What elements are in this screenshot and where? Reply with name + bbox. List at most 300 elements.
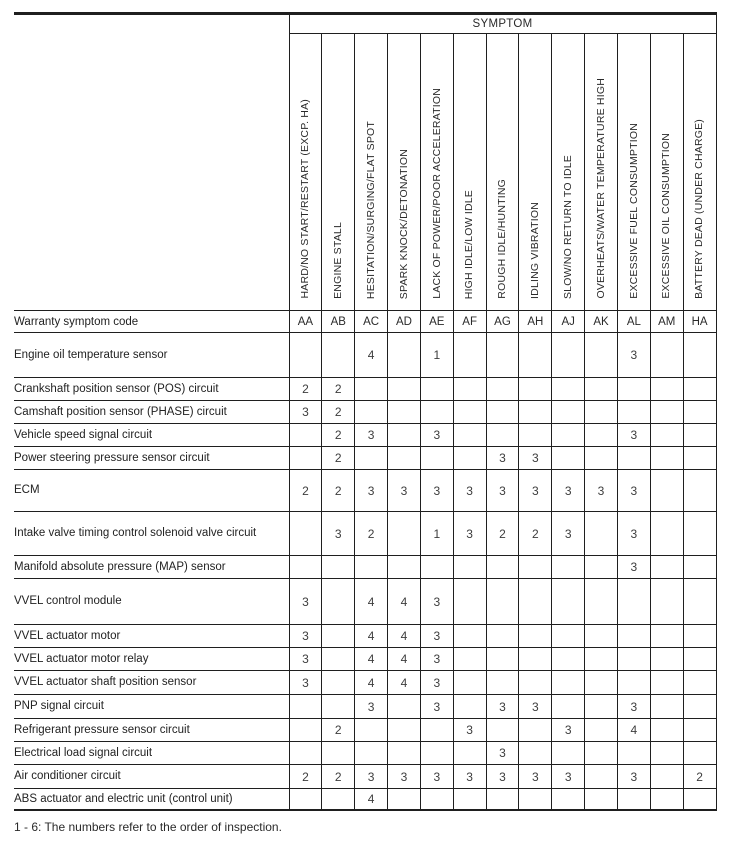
- value-cell-AH: [519, 378, 552, 401]
- table-row: [14, 333, 716, 378]
- value-cell-AK: [585, 765, 618, 789]
- column-header-label: OVERHEATS/WATER TEMPERATURE HIGH: [594, 78, 607, 299]
- value-cell-AL: [617, 648, 650, 671]
- value-cell-AD: [388, 789, 421, 810]
- value-cell-AJ: [552, 447, 585, 470]
- value-cell-AJ: [552, 424, 585, 447]
- value-cell-AG: [486, 378, 519, 401]
- value-cell-AA: 3: [289, 625, 322, 648]
- value-cell-AA: 3: [289, 671, 322, 695]
- value-cell-AF: [453, 333, 486, 378]
- row-label: ABS actuator and electric unit (control unit): [14, 789, 289, 810]
- value-cell-AA: [289, 719, 322, 742]
- value-cell-AF: [453, 648, 486, 671]
- value-cell-AK: [585, 695, 618, 719]
- value-cell-AG: [486, 719, 519, 742]
- value-cell-AD: 4: [388, 625, 421, 648]
- value-cell-AK: [585, 579, 618, 625]
- value-cell-AF: [453, 671, 486, 695]
- warranty-code-AM: AM: [650, 311, 683, 333]
- value-cell-AF: [453, 424, 486, 447]
- value-cell-AK: [585, 556, 618, 579]
- value-cell-AH: 3: [519, 470, 552, 512]
- value-cell-AB: [322, 695, 355, 719]
- value-cell-AL: [617, 378, 650, 401]
- value-cell-AG: [486, 333, 519, 378]
- value-cell-AH: [519, 401, 552, 424]
- value-cell-AB: 2: [322, 378, 355, 401]
- value-cell-AE: 3: [420, 695, 453, 719]
- value-cell-AK: [585, 512, 618, 556]
- value-cell-AF: 3: [453, 512, 486, 556]
- warranty-code-AA: AA: [289, 311, 322, 333]
- value-cell-AF: [453, 447, 486, 470]
- column-header-label: IDLING VIBRATION: [529, 202, 542, 299]
- warranty-code-AF: AF: [453, 311, 486, 333]
- value-cell-AE: [420, 789, 453, 810]
- value-cell-AD: [388, 742, 421, 765]
- column-header-AJ: [552, 34, 585, 311]
- value-cell-AJ: [552, 789, 585, 810]
- value-cell-AM: [650, 695, 683, 719]
- warranty-code-HA: HA: [683, 311, 716, 333]
- value-cell-AF: [453, 742, 486, 765]
- value-cell-AK: [585, 671, 618, 695]
- row-label: Electrical load signal circuit: [14, 742, 289, 765]
- value-cell-AB: [322, 742, 355, 765]
- value-cell-HA: [683, 424, 716, 447]
- value-cell-AF: [453, 695, 486, 719]
- table-row: [14, 447, 716, 470]
- value-cell-AC: 3: [355, 424, 388, 447]
- value-cell-AF: 3: [453, 470, 486, 512]
- value-cell-AG: [486, 625, 519, 648]
- table-row: [14, 625, 716, 648]
- symptom-diagnosis-table: [14, 12, 717, 811]
- value-cell-AA: [289, 333, 322, 378]
- value-cell-AK: 3: [585, 470, 618, 512]
- value-cell-AA: 2: [289, 378, 322, 401]
- value-cell-AE: 3: [420, 648, 453, 671]
- value-cell-AC: 3: [355, 695, 388, 719]
- warranty-code-AC: AC: [355, 311, 388, 333]
- value-cell-AK: [585, 401, 618, 424]
- column-header-AM: [650, 34, 683, 311]
- value-cell-AM: [650, 447, 683, 470]
- value-cell-AA: [289, 789, 322, 810]
- warranty-code-AK: AK: [585, 311, 618, 333]
- value-cell-AB: 2: [322, 401, 355, 424]
- value-cell-AM: [650, 625, 683, 648]
- table-row: [14, 424, 716, 447]
- value-cell-HA: [683, 579, 716, 625]
- value-cell-AJ: [552, 333, 585, 378]
- value-cell-HA: [683, 625, 716, 648]
- value-cell-AC: [355, 447, 388, 470]
- value-cell-HA: [683, 512, 716, 556]
- row-label: Air conditioner circuit: [14, 765, 289, 789]
- value-cell-AE: 1: [420, 333, 453, 378]
- value-cell-AC: 4: [355, 648, 388, 671]
- value-cell-AB: [322, 789, 355, 810]
- value-cell-HA: [683, 789, 716, 810]
- value-cell-AF: [453, 401, 486, 424]
- table-row: [14, 648, 716, 671]
- row-label: ECM: [14, 470, 289, 512]
- table-row: [14, 470, 716, 512]
- value-cell-AD: 3: [388, 470, 421, 512]
- value-cell-HA: 2: [683, 765, 716, 789]
- value-cell-AH: [519, 742, 552, 765]
- warranty-code-AL: AL: [617, 311, 650, 333]
- value-cell-AH: 3: [519, 695, 552, 719]
- value-cell-AD: [388, 556, 421, 579]
- table-row: [14, 401, 716, 424]
- value-cell-AD: [388, 719, 421, 742]
- value-cell-AH: [519, 671, 552, 695]
- value-cell-AH: 3: [519, 447, 552, 470]
- value-cell-AJ: [552, 695, 585, 719]
- column-header-HA: [683, 34, 716, 311]
- value-cell-AG: 3: [486, 765, 519, 789]
- value-cell-AL: [617, 447, 650, 470]
- value-cell-AJ: 3: [552, 719, 585, 742]
- value-cell-AJ: 3: [552, 765, 585, 789]
- footnote: 1 - 6: The numbers refer to the order of inspection.: [14, 819, 282, 834]
- value-cell-AH: [519, 625, 552, 648]
- value-cell-AA: [289, 556, 322, 579]
- value-cell-AE: 3: [420, 579, 453, 625]
- value-cell-AG: [486, 671, 519, 695]
- value-cell-AJ: [552, 625, 585, 648]
- column-header-label: ROUGH IDLE/HUNTING: [496, 179, 509, 299]
- value-cell-AA: 2: [289, 765, 322, 789]
- table-row: [14, 789, 716, 810]
- value-cell-AL: [617, 789, 650, 810]
- column-header-AD: [388, 34, 421, 311]
- value-cell-AD: 4: [388, 671, 421, 695]
- value-cell-AA: 3: [289, 648, 322, 671]
- value-cell-AJ: 3: [552, 512, 585, 556]
- row-label: VVEL actuator motor: [14, 625, 289, 648]
- value-cell-HA: [683, 556, 716, 579]
- value-cell-AL: 3: [617, 556, 650, 579]
- value-cell-AF: [453, 378, 486, 401]
- value-cell-HA: [683, 671, 716, 695]
- warranty-code-row: [14, 311, 716, 333]
- value-cell-AM: [650, 742, 683, 765]
- column-header-label: BATTERY DEAD (UNDER CHARGE): [693, 119, 706, 299]
- value-cell-AL: 3: [617, 333, 650, 378]
- value-cell-AD: [388, 695, 421, 719]
- value-cell-AE: [420, 742, 453, 765]
- value-cell-AE: 1: [420, 512, 453, 556]
- value-cell-AL: 3: [617, 470, 650, 512]
- value-cell-AH: 3: [519, 765, 552, 789]
- column-header-label: ENGINE STALL: [332, 222, 345, 299]
- value-cell-HA: [683, 470, 716, 512]
- value-cell-AD: [388, 333, 421, 378]
- value-cell-AA: [289, 424, 322, 447]
- table-row: [14, 742, 716, 765]
- value-cell-HA: [683, 648, 716, 671]
- value-cell-AM: [650, 424, 683, 447]
- value-cell-AL: 3: [617, 765, 650, 789]
- value-cell-AA: [289, 695, 322, 719]
- symptom-header: SYMPTOM: [289, 14, 716, 34]
- corner-cell: [14, 14, 289, 311]
- row-label: Camshaft position sensor (PHASE) circuit: [14, 401, 289, 424]
- value-cell-AK: [585, 648, 618, 671]
- value-cell-AG: [486, 579, 519, 625]
- value-cell-AG: [486, 648, 519, 671]
- value-cell-AG: [486, 789, 519, 810]
- value-cell-AC: 4: [355, 625, 388, 648]
- warranty-code-AB: AB: [322, 311, 355, 333]
- value-cell-AB: [322, 579, 355, 625]
- table-row: [14, 512, 716, 556]
- value-cell-AJ: [552, 648, 585, 671]
- row-label: Vehicle speed signal circuit: [14, 424, 289, 447]
- warranty-code-AJ: AJ: [552, 311, 585, 333]
- value-cell-AG: 3: [486, 470, 519, 512]
- warranty-code-AE: AE: [420, 311, 453, 333]
- column-header-label: HARD/NO START/RESTART (EXCP. HA): [299, 99, 312, 299]
- row-label: Engine oil temperature sensor: [14, 333, 289, 378]
- value-cell-AA: [289, 742, 322, 765]
- column-header-label: SPARK KNOCK/DETONATION: [397, 148, 410, 299]
- value-cell-AH: [519, 719, 552, 742]
- column-header-label: HESITATION/SURGING/FLAT SPOT: [364, 120, 377, 299]
- value-cell-AJ: [552, 742, 585, 765]
- value-cell-AA: 3: [289, 579, 322, 625]
- value-cell-AK: [585, 789, 618, 810]
- table-row: [14, 579, 716, 625]
- column-header-AB: [322, 34, 355, 311]
- column-header-AH: [519, 34, 552, 311]
- value-cell-AH: [519, 789, 552, 810]
- warranty-code-AD: AD: [388, 311, 421, 333]
- column-header-label: EXCESSIVE OIL CONSUMPTION: [660, 133, 673, 299]
- row-label: Refrigerant pressure sensor circuit: [14, 719, 289, 742]
- value-cell-HA: [683, 401, 716, 424]
- column-header-AK: [585, 34, 618, 311]
- value-cell-AH: [519, 579, 552, 625]
- column-header-AG: [486, 34, 519, 311]
- value-cell-AM: [650, 579, 683, 625]
- value-cell-AE: [420, 556, 453, 579]
- value-cell-AL: 3: [617, 424, 650, 447]
- value-cell-AG: 3: [486, 695, 519, 719]
- value-cell-AE: [420, 401, 453, 424]
- value-cell-AL: 3: [617, 512, 650, 556]
- value-cell-AC: [355, 742, 388, 765]
- symptom-header-row: [14, 14, 716, 34]
- value-cell-AK: [585, 719, 618, 742]
- value-cell-AD: 4: [388, 648, 421, 671]
- value-cell-AK: [585, 424, 618, 447]
- value-cell-AM: [650, 470, 683, 512]
- warranty-code-AG: AG: [486, 311, 519, 333]
- value-cell-AG: 3: [486, 447, 519, 470]
- value-cell-AC: 4: [355, 579, 388, 625]
- value-cell-AK: [585, 447, 618, 470]
- value-cell-AF: 3: [453, 719, 486, 742]
- value-cell-AC: [355, 556, 388, 579]
- row-label: Power steering pressure sensor circuit: [14, 447, 289, 470]
- value-cell-AL: [617, 742, 650, 765]
- value-cell-AA: [289, 447, 322, 470]
- column-header-AC: [355, 34, 388, 311]
- value-cell-AC: 3: [355, 765, 388, 789]
- column-header-AE: [420, 34, 453, 311]
- row-label: PNP signal circuit: [14, 695, 289, 719]
- value-cell-AL: [617, 579, 650, 625]
- value-cell-AL: [617, 625, 650, 648]
- value-cell-AC: 4: [355, 333, 388, 378]
- value-cell-AK: [585, 333, 618, 378]
- value-cell-AM: [650, 765, 683, 789]
- value-cell-AE: 3: [420, 671, 453, 695]
- value-cell-AB: [322, 556, 355, 579]
- value-cell-AE: [420, 447, 453, 470]
- table-row: [14, 378, 716, 401]
- value-cell-AC: 2: [355, 512, 388, 556]
- value-cell-AC: [355, 401, 388, 424]
- table-row: [14, 695, 716, 719]
- value-cell-AH: 2: [519, 512, 552, 556]
- warranty-code-row-label: Warranty symptom code: [14, 311, 289, 333]
- value-cell-AB: 2: [322, 470, 355, 512]
- value-cell-AM: [650, 512, 683, 556]
- value-cell-AG: 2: [486, 512, 519, 556]
- value-cell-HA: [683, 333, 716, 378]
- value-cell-AB: [322, 671, 355, 695]
- column-header-AL: [617, 34, 650, 311]
- value-cell-AD: [388, 378, 421, 401]
- value-cell-AJ: [552, 579, 585, 625]
- value-cell-AG: [486, 401, 519, 424]
- value-cell-AL: 3: [617, 695, 650, 719]
- value-cell-AC: [355, 719, 388, 742]
- value-cell-AG: 3: [486, 742, 519, 765]
- value-cell-HA: [683, 719, 716, 742]
- value-cell-AD: [388, 401, 421, 424]
- column-header-label: LACK OF POWER/POOR ACCELERATION: [430, 88, 443, 299]
- value-cell-AM: [650, 789, 683, 810]
- value-cell-AB: [322, 625, 355, 648]
- row-label: Manifold absolute pressure (MAP) sensor: [14, 556, 289, 579]
- value-cell-AF: [453, 625, 486, 648]
- value-cell-AC: [355, 378, 388, 401]
- value-cell-AJ: [552, 401, 585, 424]
- row-label: Intake valve timing control solenoid valve circuit: [14, 512, 289, 556]
- row-label: VVEL actuator shaft position sensor: [14, 671, 289, 695]
- value-cell-AB: 2: [322, 424, 355, 447]
- value-cell-AJ: [552, 556, 585, 579]
- table-row: [14, 765, 716, 789]
- value-cell-AM: [650, 556, 683, 579]
- value-cell-AA: 3: [289, 401, 322, 424]
- value-cell-AB: 2: [322, 765, 355, 789]
- value-cell-HA: [683, 695, 716, 719]
- row-label: VVEL actuator motor relay: [14, 648, 289, 671]
- value-cell-AG: [486, 424, 519, 447]
- value-cell-AF: [453, 556, 486, 579]
- table-row: [14, 719, 716, 742]
- value-cell-AD: [388, 447, 421, 470]
- value-cell-AK: [585, 625, 618, 648]
- value-cell-AM: [650, 719, 683, 742]
- column-header-AA: [289, 34, 322, 311]
- value-cell-AB: 2: [322, 447, 355, 470]
- value-cell-AF: 3: [453, 765, 486, 789]
- value-cell-AB: [322, 648, 355, 671]
- value-cell-AD: 3: [388, 765, 421, 789]
- value-cell-AE: [420, 719, 453, 742]
- value-cell-AE: 3: [420, 470, 453, 512]
- column-header-label: HIGH IDLE/LOW IDLE: [463, 189, 476, 299]
- value-cell-AM: [650, 671, 683, 695]
- value-cell-AB: [322, 333, 355, 378]
- value-cell-HA: [683, 378, 716, 401]
- value-cell-AK: [585, 378, 618, 401]
- value-cell-HA: [683, 447, 716, 470]
- value-cell-AL: [617, 401, 650, 424]
- value-cell-AG: [486, 556, 519, 579]
- value-cell-AB: 2: [322, 719, 355, 742]
- value-cell-AE: 3: [420, 765, 453, 789]
- table-row: [14, 556, 716, 579]
- row-label: VVEL control module: [14, 579, 289, 625]
- column-header-label: SLOW/NO RETURN TO IDLE: [561, 154, 574, 299]
- value-cell-AD: 4: [388, 579, 421, 625]
- value-cell-AM: [650, 648, 683, 671]
- value-cell-AE: [420, 378, 453, 401]
- value-cell-AA: 2: [289, 470, 322, 512]
- value-cell-AD: [388, 512, 421, 556]
- value-cell-AH: [519, 648, 552, 671]
- value-cell-AC: 4: [355, 789, 388, 810]
- value-cell-AF: [453, 579, 486, 625]
- value-cell-AC: 4: [355, 671, 388, 695]
- column-header-label: EXCESSIVE FUEL CONSUMPTION: [627, 123, 640, 299]
- value-cell-AL: [617, 671, 650, 695]
- table-row: [14, 671, 716, 695]
- column-header-AF: [453, 34, 486, 311]
- value-cell-AJ: [552, 378, 585, 401]
- value-cell-AA: [289, 512, 322, 556]
- value-cell-AM: [650, 401, 683, 424]
- value-cell-AH: [519, 556, 552, 579]
- value-cell-AC: 3: [355, 470, 388, 512]
- value-cell-AL: 4: [617, 719, 650, 742]
- row-label: Crankshaft position sensor (POS) circuit: [14, 378, 289, 401]
- value-cell-HA: [683, 742, 716, 765]
- value-cell-AD: [388, 424, 421, 447]
- value-cell-AJ: [552, 671, 585, 695]
- value-cell-AM: [650, 378, 683, 401]
- value-cell-AH: [519, 333, 552, 378]
- value-cell-AJ: 3: [552, 470, 585, 512]
- value-cell-AM: [650, 333, 683, 378]
- value-cell-AK: [585, 742, 618, 765]
- value-cell-AH: [519, 424, 552, 447]
- value-cell-AE: 3: [420, 424, 453, 447]
- warranty-code-AH: AH: [519, 311, 552, 333]
- value-cell-AB: 3: [322, 512, 355, 556]
- value-cell-AF: [453, 789, 486, 810]
